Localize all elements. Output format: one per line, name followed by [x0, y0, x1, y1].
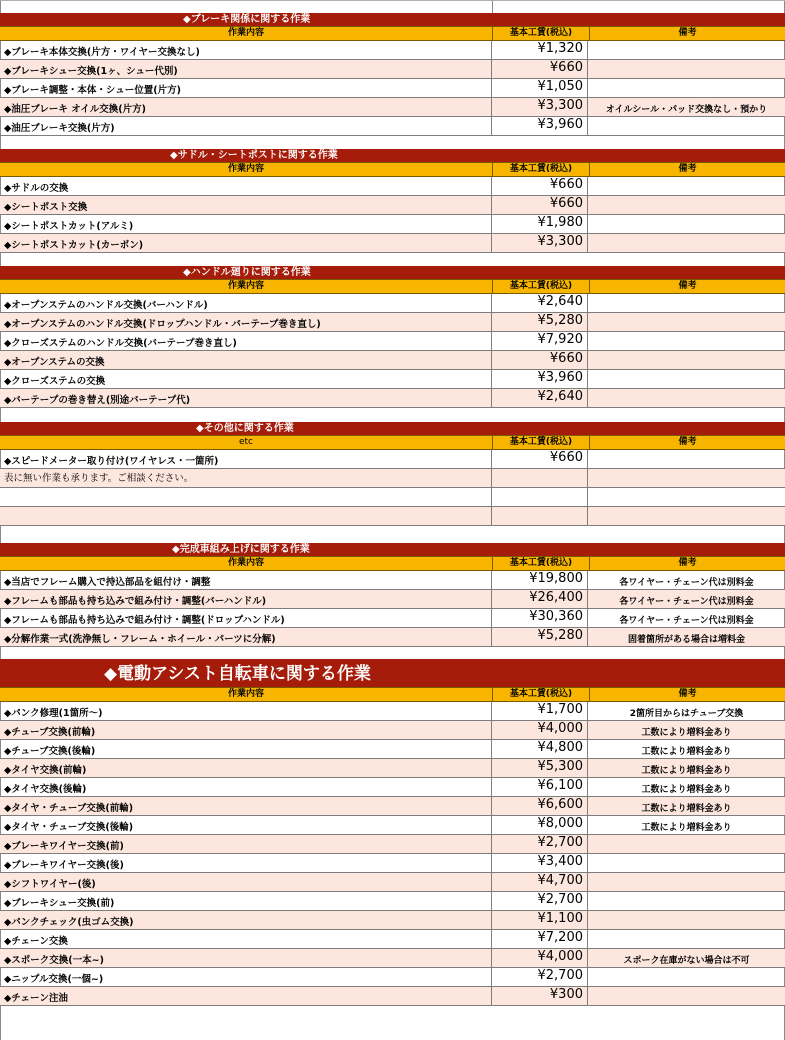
table-row: ◆当店でフレーム購入で持込部品を組付け・調整 ¥19,800 各ワイヤー・チェーン代は別料金 — [0, 571, 785, 590]
table-row: ◆パンクチェック(虫ゴム交換) ¥1,100 — [0, 911, 785, 930]
section-handle — [0, 266, 785, 408]
table-header — [0, 556, 785, 571]
table-row: ◆油圧ブレーキ オイル交換(片方) ¥3,300 オイルシール・パッド交換なし・預かり — [0, 98, 785, 117]
table-row: ◆シートポストカット(アルミ) ¥1,980 — [0, 215, 785, 234]
table-row: ◆タイヤ交換(後輪) ¥6,100 工数により増料金あり — [0, 778, 785, 797]
table-row: ◆油圧ブレーキ交換(片方) ¥3,960 — [0, 117, 785, 136]
table-row: ◆ブレーキシュー交換(1ヶ、シュー代別) ¥660 — [0, 60, 785, 79]
table-row: ◆シートポストカット(カーボン) ¥3,300 — [0, 234, 785, 253]
table-row: ◆ブレーキ調整・本体・シュー位置(片方) ¥1,050 — [0, 79, 785, 98]
table-header — [0, 162, 785, 177]
header-price: 基本工賃(税込) — [493, 163, 590, 176]
table-row: ◆ニップル交換(一個~) ¥2,700 — [0, 968, 785, 987]
table-row: ◆タイヤ・チューブ交換(後輪) ¥8,000 工数により増料金あり — [0, 816, 785, 835]
table-row: ◆タイヤ・チューブ交換(前輪) ¥6,600 工数により増料金あり — [0, 797, 785, 816]
table-row: ◆チェーン注油 ¥300 — [0, 987, 785, 1006]
table-row: ◆チューブ交換(前輪) ¥4,000 工数により増料金あり — [0, 721, 785, 740]
grid-line — [0, 0, 785, 1]
table-header — [0, 26, 785, 41]
table-row: ◆分解作業一式(洗浄無し・フレーム・ホイール・パーツに分解) ¥5,280 固着箇所がある場合は増料金 — [0, 628, 785, 647]
header-price: 基本工賃(税込) — [493, 557, 590, 570]
header-note: 備考 — [678, 558, 697, 568]
header-note: 備考 — [678, 164, 697, 174]
header-item: etc — [0, 436, 493, 449]
grid-line — [492, 0, 493, 13]
header-price: 基本工賃(税込) — [493, 436, 590, 449]
table-row: ◆シフトワイヤー(後) ¥4,700 — [0, 873, 785, 892]
table-row: 表に無い作業も承ります。ご相談ください。 — [0, 469, 785, 488]
table-header — [0, 435, 785, 450]
table-row: ◆オープンステムの交換 ¥660 — [0, 351, 785, 370]
table-row: ◆バーテープの巻き替え(別途バーテープ代) ¥2,640 — [0, 389, 785, 408]
table-row: ◆ブレーキワイヤー交換(前) ¥2,700 — [0, 835, 785, 854]
section-title: ◆ブレーキ関係に関する作業 — [0, 13, 785, 26]
table-row: ◆スポーク交換(一本~) ¥4,000 スポーク在庫がない場合は不可 — [0, 949, 785, 968]
table-row: ◆パンク修理(1箇所～) ¥1,700 2箇所目からはチューブ交換 — [0, 702, 785, 721]
section-other — [0, 422, 785, 526]
section-complete — [0, 543, 785, 647]
empty-row — [0, 507, 785, 526]
section-title: ◆完成車組み上げに関する作業 — [0, 543, 785, 556]
header-note: 備考 — [678, 28, 697, 38]
header-item: 作業内容 — [0, 557, 493, 570]
header-price: 基本工賃(税込) — [493, 280, 590, 293]
table-row: ◆タイヤ交換(前輪) ¥5,300 工数により増料金あり — [0, 759, 785, 778]
table-row: ◆スピードメーター取り付け(ワイヤレス・一箇所) ¥660 — [0, 450, 785, 469]
table-row: ◆サドルの交換 ¥660 — [0, 177, 785, 196]
header-item: 作業内容 — [0, 163, 493, 176]
table-row: ◆ブレーキ本体交換(片方・ワイヤー交換なし) ¥1,320 — [0, 41, 785, 60]
header-note: 備考 — [678, 281, 697, 291]
header-price: 基本工賃(税込) — [493, 688, 590, 701]
table-row: ◆シートポスト交換 ¥660 — [0, 196, 785, 215]
header-price: 基本工賃(税込) — [493, 27, 590, 40]
header-item: 作業内容 — [0, 688, 493, 701]
section-ebike — [0, 659, 785, 1006]
table-row: ◆フレームも部品も持ち込みで組み付け・調整(バーハンドル) ¥26,400 各ワイヤー・チェーン代は別料金 — [0, 590, 785, 609]
header-note: 備考 — [678, 437, 697, 447]
section-brakes — [0, 13, 785, 136]
section-title: ◆その他に関する作業 — [0, 422, 785, 435]
table-header — [0, 279, 785, 294]
table-row: ◆チューブ交換(後輪) ¥4,800 工数により増料金あり — [0, 740, 785, 759]
empty-row — [0, 488, 785, 507]
table-row: ◆ブレーキワイヤー交換(後) ¥3,400 — [0, 854, 785, 873]
header-item: 作業内容 — [0, 280, 493, 293]
table-row: ◆ブレーキシュー交換(前) ¥2,700 — [0, 892, 785, 911]
header-item: 作業内容 — [0, 27, 493, 40]
table-row: ◆オープンステムのハンドル交換(バーハンドル) ¥2,640 — [0, 294, 785, 313]
table-row: ◆チェーン交換 ¥7,200 — [0, 930, 785, 949]
table-header — [0, 687, 785, 702]
section-title: ◆サドル・シートポストに関する作業 — [0, 149, 785, 162]
header-note: 備考 — [678, 689, 697, 699]
section-title: ◆ハンドル廻りに関する作業 — [0, 266, 785, 279]
table-row: ◆オープンステムのハンドル交換(ドロップハンドル・バーテープ巻き直し) ¥5,280 — [0, 313, 785, 332]
table-row: ◆クローズステムのハンドル交換(バーテープ巻き直し) ¥7,920 — [0, 332, 785, 351]
section-title: ◆電動アシスト自転車に関する作業 — [0, 659, 785, 687]
table-row: ◆フレームも部品も持ち込みで組み付け・調整(ドロップハンドル) ¥30,360 各ワイヤー・チェーン代は別料金 — [0, 609, 785, 628]
section-saddle — [0, 149, 785, 253]
table-row: ◆クローズステムの交換 ¥3,960 — [0, 370, 785, 389]
